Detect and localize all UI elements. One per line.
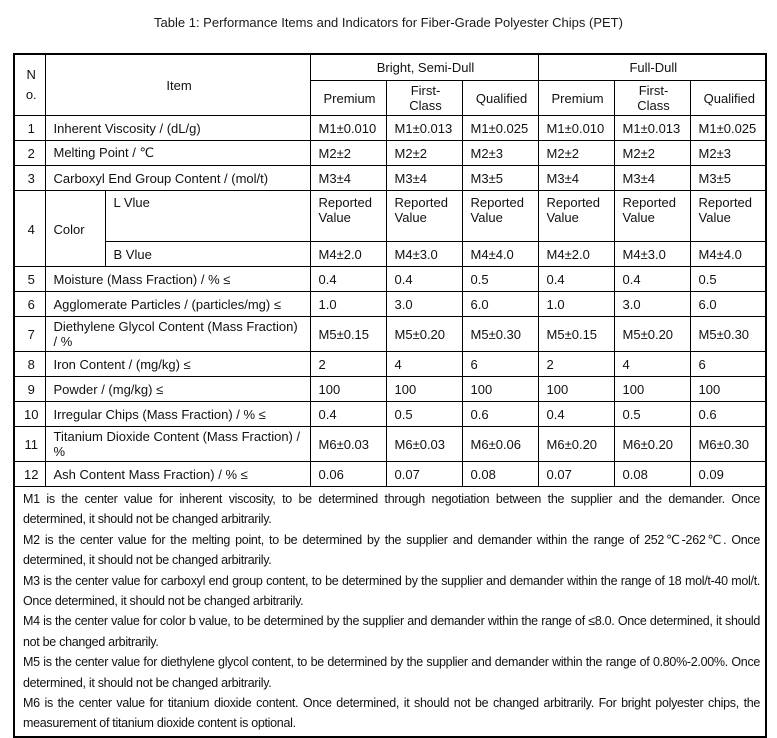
- value-cell: 0.06: [310, 462, 386, 487]
- value-cell: 0.4: [538, 402, 614, 427]
- value-cell: M3±4: [538, 166, 614, 191]
- table-row: [14, 377, 766, 402]
- value-cell: 0.5: [386, 402, 462, 427]
- value-cell: 6: [690, 352, 766, 377]
- value-cell: 0.09: [690, 462, 766, 487]
- value-cell: 0.4: [538, 267, 614, 292]
- notes-row: [14, 487, 766, 737]
- value-cell: 6.0: [462, 292, 538, 317]
- value-cell: 100: [538, 377, 614, 402]
- value-cell: Reported Value: [386, 191, 462, 242]
- note-m3: M3 is the center value for carboxyl end group content, to be determined by the supplier and demander within the range of 18 mol/t-40 mol/t. Once determined, it should not be changed arbitrarily.: [23, 573, 761, 609]
- table-row: [14, 317, 766, 352]
- value-cell: M4±2.0: [538, 242, 614, 267]
- value-cell: 1.0: [538, 292, 614, 317]
- value-cell: Reported Value: [310, 191, 386, 242]
- value-cell: 0.6: [690, 402, 766, 427]
- value-cell: 0.4: [614, 267, 690, 292]
- value-cell: 0.6: [462, 402, 538, 427]
- table-title: Table 1: Performance Items and Indicators for Fiber-Grade Polyester Chips (PET): [154, 15, 623, 30]
- notes-cell: [14, 487, 766, 737]
- value-cell: M1±0.013: [386, 116, 462, 141]
- value-cell: M1±0.025: [462, 116, 538, 141]
- row-item: Powder / (mg/kg) ≤: [45, 377, 310, 402]
- header-group-bright-semidull: Bright, Semi-Dull: [310, 54, 538, 81]
- value-cell: 0.08: [462, 462, 538, 487]
- row-no: 6: [14, 292, 45, 317]
- value-cell: 6.0: [690, 292, 766, 317]
- table-row: [14, 292, 766, 317]
- value-cell: M6±0.20: [538, 427, 614, 462]
- value-cell: 0.5: [614, 402, 690, 427]
- value-cell: M2±3: [690, 141, 766, 166]
- value-cell: M2±2: [538, 141, 614, 166]
- value-cell: M6±0.06: [462, 427, 538, 462]
- value-cell: M4±3.0: [386, 242, 462, 267]
- row-item: Diethylene Glycol Content (Mass Fraction) / %: [45, 317, 310, 352]
- header-grade: Premium: [538, 81, 614, 116]
- value-cell: M1±0.013: [614, 116, 690, 141]
- table-row-color-b: [14, 242, 766, 267]
- value-cell: M4±4.0: [462, 242, 538, 267]
- value-cell: M5±0.20: [614, 317, 690, 352]
- value-cell: M4±3.0: [614, 242, 690, 267]
- table-row: [14, 166, 766, 191]
- value-cell: M6±0.03: [310, 427, 386, 462]
- value-cell: Reported Value: [690, 191, 766, 242]
- value-cell: M5±0.30: [462, 317, 538, 352]
- value-cell: M4±4.0: [690, 242, 766, 267]
- row-subitem: B Vlue: [105, 242, 310, 267]
- performance-indicators-table: [13, 53, 767, 738]
- value-cell: M2±3: [462, 141, 538, 166]
- value-cell: M6±0.30: [690, 427, 766, 462]
- row-no: 10: [14, 402, 45, 427]
- row-item: Agglomerate Particles / (particles/mg) ≤: [45, 292, 310, 317]
- row-item: Moisture (Mass Fraction) / % ≤: [45, 267, 310, 292]
- value-cell: M3±4: [310, 166, 386, 191]
- value-cell: M3±4: [386, 166, 462, 191]
- row-item: Melting Point / ℃: [45, 141, 310, 166]
- value-cell: 100: [310, 377, 386, 402]
- header-grade: Qualified: [690, 81, 766, 116]
- value-cell: M3±5: [462, 166, 538, 191]
- header-grade: Qualified: [462, 81, 538, 116]
- header-no: [14, 54, 45, 116]
- table-row: [14, 267, 766, 292]
- header-item: Item: [45, 54, 310, 116]
- value-cell: 0.4: [386, 267, 462, 292]
- value-cell: M2±2: [614, 141, 690, 166]
- value-cell: Reported Value: [462, 191, 538, 242]
- value-cell: 100: [462, 377, 538, 402]
- row-item: Iron Content / (mg/kg) ≤: [45, 352, 310, 377]
- row-no: 7: [14, 317, 45, 352]
- row-no: 9: [14, 377, 45, 402]
- value-cell: 0.4: [310, 267, 386, 292]
- value-cell: 3.0: [614, 292, 690, 317]
- value-cell: Reported Value: [614, 191, 690, 242]
- row-no: 8: [14, 352, 45, 377]
- table-row: [14, 116, 766, 141]
- value-cell: 3.0: [386, 292, 462, 317]
- value-cell: M1±0.010: [538, 116, 614, 141]
- value-cell: 100: [690, 377, 766, 402]
- table-row-color-l: [14, 191, 766, 242]
- value-cell: M2±2: [310, 141, 386, 166]
- value-cell: Reported Value: [538, 191, 614, 242]
- header-no-line2: o.: [25, 87, 37, 102]
- note-m5: M5 is the center value for diethylene glycol content, to be determined by the supplier and demander within the range of 0.80%-2.00%. Once determined, it should not be changed arbitrarily.: [23, 655, 761, 690]
- row-no: 5: [14, 267, 45, 292]
- row-item: Irregular Chips (Mass Fraction) / % ≤: [45, 402, 310, 427]
- row-item: Titanium Dioxide Content (Mass Fraction) / %: [45, 427, 310, 462]
- value-cell: M3±5: [690, 166, 766, 191]
- row-no: 4: [14, 191, 45, 267]
- value-cell: 0.5: [462, 267, 538, 292]
- row-item: Carboxyl End Group Content / (mol/t): [45, 166, 310, 191]
- value-cell: 100: [614, 377, 690, 402]
- value-cell: 100: [386, 377, 462, 402]
- row-subitem: L Vlue: [105, 191, 310, 242]
- table-row: [14, 402, 766, 427]
- header-group-row: [14, 54, 766, 81]
- value-cell: 0.5: [690, 267, 766, 292]
- row-no: 1: [14, 116, 45, 141]
- row-no: 11: [14, 427, 45, 462]
- table-row: [14, 462, 766, 487]
- value-cell: M2±2: [386, 141, 462, 166]
- note-m6: M6 is the center value for titanium dioxide content. Once determined, it should not be changed arbitrarily. For bright polyester chips, the measurement of titanium dioxide content is optional.: [23, 696, 761, 731]
- value-cell: 1.0: [310, 292, 386, 317]
- table-row: [14, 141, 766, 166]
- value-cell: M6±0.03: [386, 427, 462, 462]
- row-no: 12: [14, 462, 45, 487]
- value-cell: M5±0.15: [538, 317, 614, 352]
- note-m2: M2 is the center value for the melting point, to be determined by the supplier and demander within the range of 252℃-262℃. Once determined, it should not be changed arbitrarily.: [23, 532, 761, 568]
- note-m1: M1 is the center value for inherent viscosity, to be determined through negotiation between the supplier and the demander. Once determined, it should not be changed arbitrarily.: [23, 492, 761, 527]
- header-group-fulldull: Full-Dull: [538, 54, 766, 81]
- value-cell: M5±0.15: [310, 317, 386, 352]
- value-cell: 4: [386, 352, 462, 377]
- header-no-line1: N: [26, 67, 36, 82]
- value-cell: 2: [310, 352, 386, 377]
- header-grade: First-Class: [386, 81, 462, 116]
- value-cell: 0.07: [538, 462, 614, 487]
- row-no: 3: [14, 166, 45, 191]
- table-row: [14, 352, 766, 377]
- value-cell: M5±0.20: [386, 317, 462, 352]
- header-grade: First-Class: [614, 81, 690, 116]
- value-cell: M4±2.0: [310, 242, 386, 267]
- value-cell: 6: [462, 352, 538, 377]
- value-cell: 4: [614, 352, 690, 377]
- value-cell: M6±0.20: [614, 427, 690, 462]
- row-item: Inherent Viscosity / (dL/g): [45, 116, 310, 141]
- table-row: [14, 427, 766, 462]
- row-item-color: Color: [45, 191, 105, 267]
- value-cell: M1±0.010: [310, 116, 386, 141]
- note-m4: M4 is the center value for color b value, to be determined by the supplier and demander within the range of ≤8.0. Once determined, it should not be changed arbitrarily.: [23, 614, 761, 649]
- row-item: Ash Content Mass Fraction) / % ≤: [45, 462, 310, 487]
- value-cell: M5±0.30: [690, 317, 766, 352]
- value-cell: 0.4: [310, 402, 386, 427]
- value-cell: M3±4: [614, 166, 690, 191]
- header-grade: Premium: [310, 81, 386, 116]
- row-no: 2: [14, 141, 45, 166]
- value-cell: 2: [538, 352, 614, 377]
- value-cell: 0.07: [386, 462, 462, 487]
- value-cell: M1±0.025: [690, 116, 766, 141]
- value-cell: 0.08: [614, 462, 690, 487]
